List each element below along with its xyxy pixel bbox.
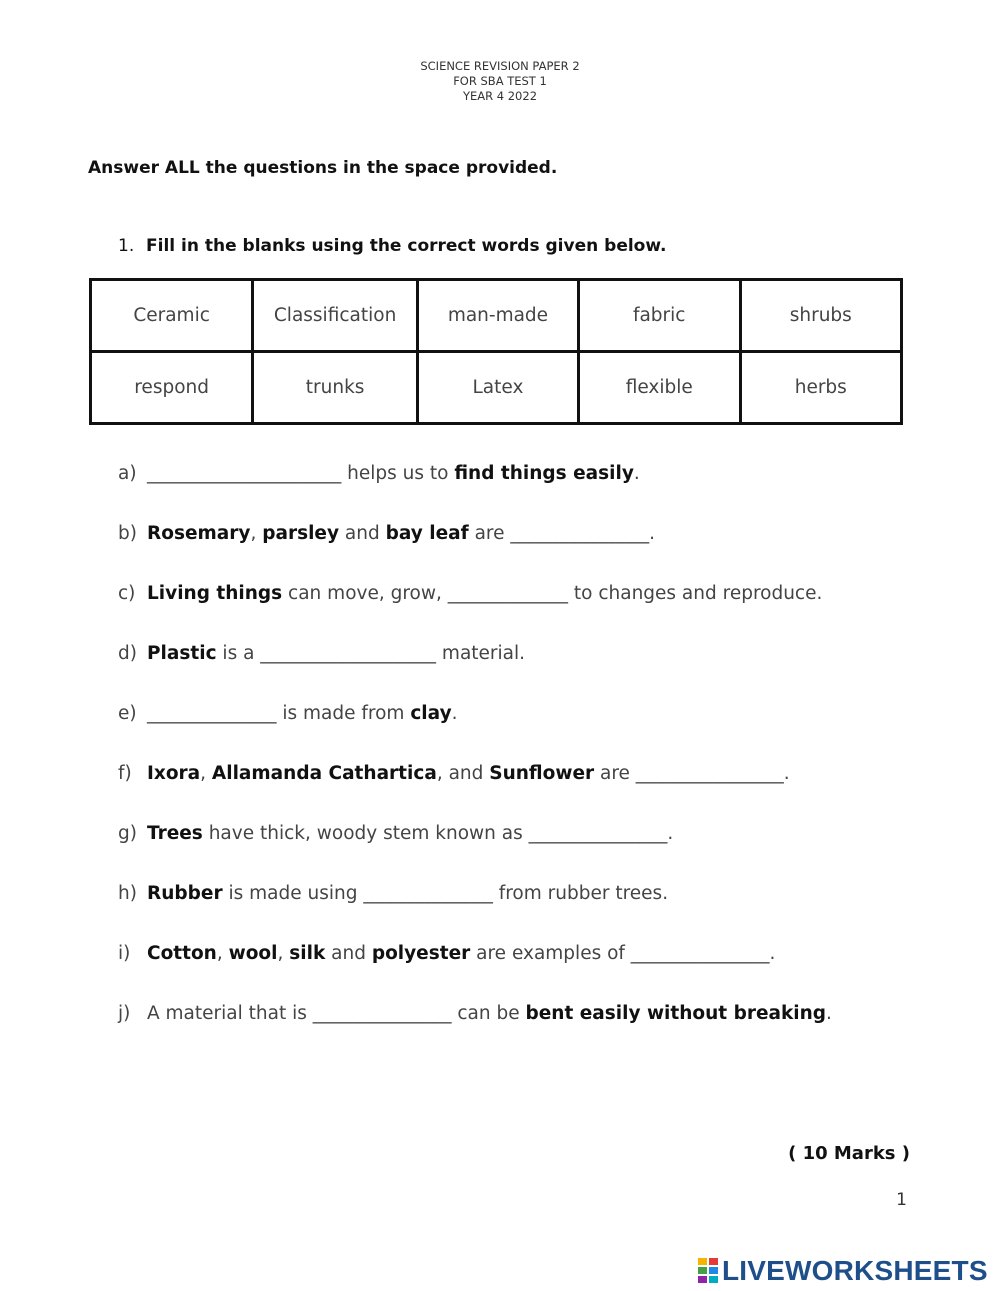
- item-text: ,: [250, 523, 263, 544]
- item-text: .: [451, 703, 458, 724]
- liveworksheets-logo-icon: [698, 1258, 718, 1284]
- item-text: ______________ is made from: [147, 703, 411, 724]
- fill-in-item: [118, 883, 958, 943]
- item-text: A material that is _______________ can be: [147, 1003, 526, 1024]
- question-number: 1.: [118, 236, 135, 256]
- fill-in-item: [118, 643, 958, 703]
- item-text: have thick, woody stem known as _______________.: [202, 823, 674, 844]
- item-keyword: Trees: [147, 823, 203, 844]
- item-label: b): [118, 523, 137, 544]
- item-text: are examples of _______________.: [470, 943, 776, 964]
- marks-total: ( 10 Marks ): [788, 1143, 910, 1164]
- fill-in-item: [118, 523, 958, 583]
- item-label: i): [118, 943, 131, 964]
- question-text: Fill in the blanks using the correct words given below.: [146, 236, 667, 256]
- fill-in-item: [118, 763, 958, 823]
- item-label: c): [118, 583, 136, 604]
- item-keyword: polyester: [371, 943, 471, 964]
- item-keyword: Ixora: [147, 763, 201, 784]
- header-line-2: FOR SBA TEST 1: [453, 74, 547, 88]
- item-text: ,: [277, 943, 290, 964]
- item-keyword: clay: [410, 703, 452, 724]
- liveworksheets-logo[interactable]: [698, 1255, 988, 1287]
- item-keyword: bay leaf: [385, 523, 469, 544]
- word-bank-cell: fabric: [578, 280, 740, 352]
- item-label: j): [118, 1003, 131, 1024]
- word-bank-cell: herbs: [740, 352, 901, 424]
- item-label: a): [118, 463, 137, 484]
- item-keyword: Rosemary: [147, 523, 251, 544]
- word-bank-table: [89, 278, 903, 425]
- item-text: _____________________: [147, 463, 342, 484]
- word-bank-cell: Latex: [418, 352, 579, 424]
- item-text: helps us to: [341, 463, 455, 484]
- item-text: ,: [216, 943, 229, 964]
- question-title: [118, 236, 666, 256]
- item-text: , and: [436, 763, 490, 784]
- item-label: h): [118, 883, 137, 904]
- fill-in-item: [118, 1003, 958, 1063]
- item-text: is made using ______________ from rubber trees.: [222, 883, 669, 904]
- item-text: is a ___________________ material.: [216, 643, 526, 664]
- item-keyword: parsley: [262, 523, 340, 544]
- item-keyword: wool: [228, 943, 278, 964]
- page-number: 1: [896, 1190, 907, 1210]
- item-label: g): [118, 823, 137, 844]
- item-text: .: [826, 1003, 832, 1024]
- fill-in-item: [118, 463, 958, 523]
- item-keyword: Rubber: [147, 883, 223, 904]
- item-text: .: [633, 463, 640, 484]
- word-bank-row: [91, 280, 902, 352]
- liveworksheets-logo-text: LIVEWORKSHEETS: [722, 1255, 988, 1286]
- item-keyword: Allamanda Cathartica: [211, 763, 437, 784]
- fill-in-item: [118, 943, 958, 1003]
- fill-in-item: [118, 703, 958, 763]
- item-text: and: [339, 523, 386, 544]
- word-bank-cell: trunks: [253, 352, 418, 424]
- item-keyword: find things easily: [454, 463, 634, 484]
- item-text: are ________________.: [594, 763, 790, 784]
- word-bank-cell: Classification: [253, 280, 418, 352]
- item-keyword: Plastic: [147, 643, 217, 664]
- item-keyword: silk: [289, 943, 326, 964]
- header-line-1: SCIENCE REVISION PAPER 2: [420, 59, 580, 73]
- item-text: ,: [200, 763, 212, 784]
- fill-in-items: [118, 463, 958, 1063]
- item-text: are _______________.: [468, 523, 656, 544]
- word-bank-cell: flexible: [578, 352, 740, 424]
- word-bank-row: [91, 352, 902, 424]
- item-label: f): [118, 763, 132, 784]
- item-keyword: Cotton: [147, 943, 217, 964]
- fill-in-item: [118, 583, 958, 643]
- fill-in-item: [118, 823, 958, 883]
- item-keyword: Sunflower: [489, 763, 595, 784]
- word-bank-cell: Ceramic: [91, 280, 253, 352]
- item-keyword: bent easily without breaking: [525, 1003, 827, 1024]
- paper-header: [0, 59, 1000, 104]
- item-keyword: Living things: [147, 583, 283, 604]
- item-text: can move, grow, _____________ to changes and reproduce.: [282, 583, 823, 604]
- item-text: and: [325, 943, 372, 964]
- word-bank-cell: respond: [91, 352, 253, 424]
- header-line-3: YEAR 4 2022: [462, 89, 538, 103]
- word-bank-cell: shrubs: [740, 280, 901, 352]
- word-bank-cell: man-made: [418, 280, 579, 352]
- item-label: e): [118, 703, 137, 724]
- instruction: Answer ALL the questions in the space provided.: [88, 158, 558, 178]
- item-label: d): [118, 643, 137, 664]
